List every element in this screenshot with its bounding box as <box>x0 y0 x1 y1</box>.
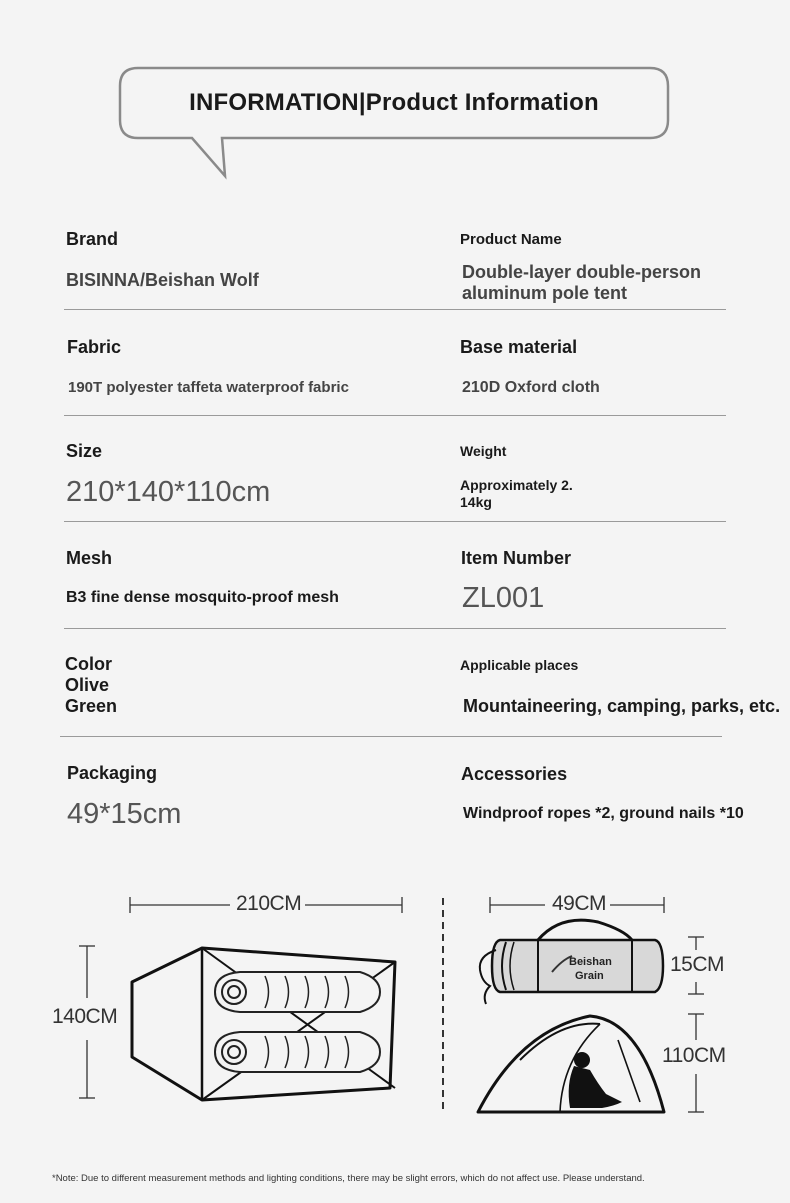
base-material-value: 210D Oxford cloth <box>462 379 600 396</box>
applicable-places-label: Applicable places <box>460 657 579 673</box>
applicable-places-value: Mountaineering, camping, parks, etc. <box>463 696 781 716</box>
brand-value: BISINNA/Beishan Wolf <box>66 270 259 290</box>
accessories-value: Windproof ropes *2, ground nails *10 <box>463 805 744 822</box>
sleeping-bags <box>215 972 380 1072</box>
mesh-label: Mesh <box>66 548 113 568</box>
bag-logo-line-1: Beishan <box>569 956 612 968</box>
color-block <box>65 654 117 717</box>
page-title: INFORMATION|Product Information <box>189 89 599 116</box>
divider <box>64 628 726 629</box>
product-name-label: Product Name <box>460 231 562 248</box>
item-number-label: Item Number <box>461 548 572 568</box>
dimension-diagram <box>0 870 790 1130</box>
accessories-label: Accessories <box>461 764 568 784</box>
fabric-label: Fabric <box>67 337 122 357</box>
packaging-label: Packaging <box>67 763 158 783</box>
item-number-value: ZL001 <box>462 582 545 614</box>
divider <box>60 736 722 737</box>
size-value: 210*140*110cm <box>66 476 271 508</box>
brand-label: Brand <box>66 229 119 249</box>
weight-label: Weight <box>460 443 507 459</box>
footer-note: *Note: Due to different measurement methods and lighting conditions, there may be slight errors, which do not affect use. Please understand. <box>52 1173 645 1184</box>
width-label: 140CM <box>52 1005 118 1028</box>
bag-logo-line-2: Grain <box>575 970 604 982</box>
weight-line-2: 14kg <box>460 494 492 510</box>
bag-diameter-label: 15CM <box>670 953 725 976</box>
product-name-value <box>462 262 701 304</box>
bag-length-label: 49CM <box>552 892 607 915</box>
product-name-line-1: Double-layer double-person <box>462 262 702 282</box>
tent-top-view <box>132 948 395 1100</box>
base-material-label: Base material <box>460 337 578 357</box>
color-label: Color <box>65 654 112 674</box>
product-name-line-2: aluminum pole tent <box>462 283 628 303</box>
weight-value <box>460 477 573 511</box>
divider <box>64 415 726 416</box>
size-label: Size <box>66 441 103 461</box>
packaging-value: 49*15cm <box>67 798 182 830</box>
mesh-value: B3 fine dense mosquito-proof mesh <box>66 589 339 606</box>
length-label: 210CM <box>236 892 302 915</box>
color-line-1: Olive <box>65 675 110 695</box>
fabric-value: 190T polyester taffeta waterproof fabric <box>68 379 349 396</box>
divider <box>64 309 726 310</box>
height-label: 110CM <box>662 1044 726 1067</box>
divider <box>64 521 726 522</box>
color-line-2: Green <box>65 696 118 716</box>
weight-line-1: Approximately 2. <box>460 477 573 493</box>
